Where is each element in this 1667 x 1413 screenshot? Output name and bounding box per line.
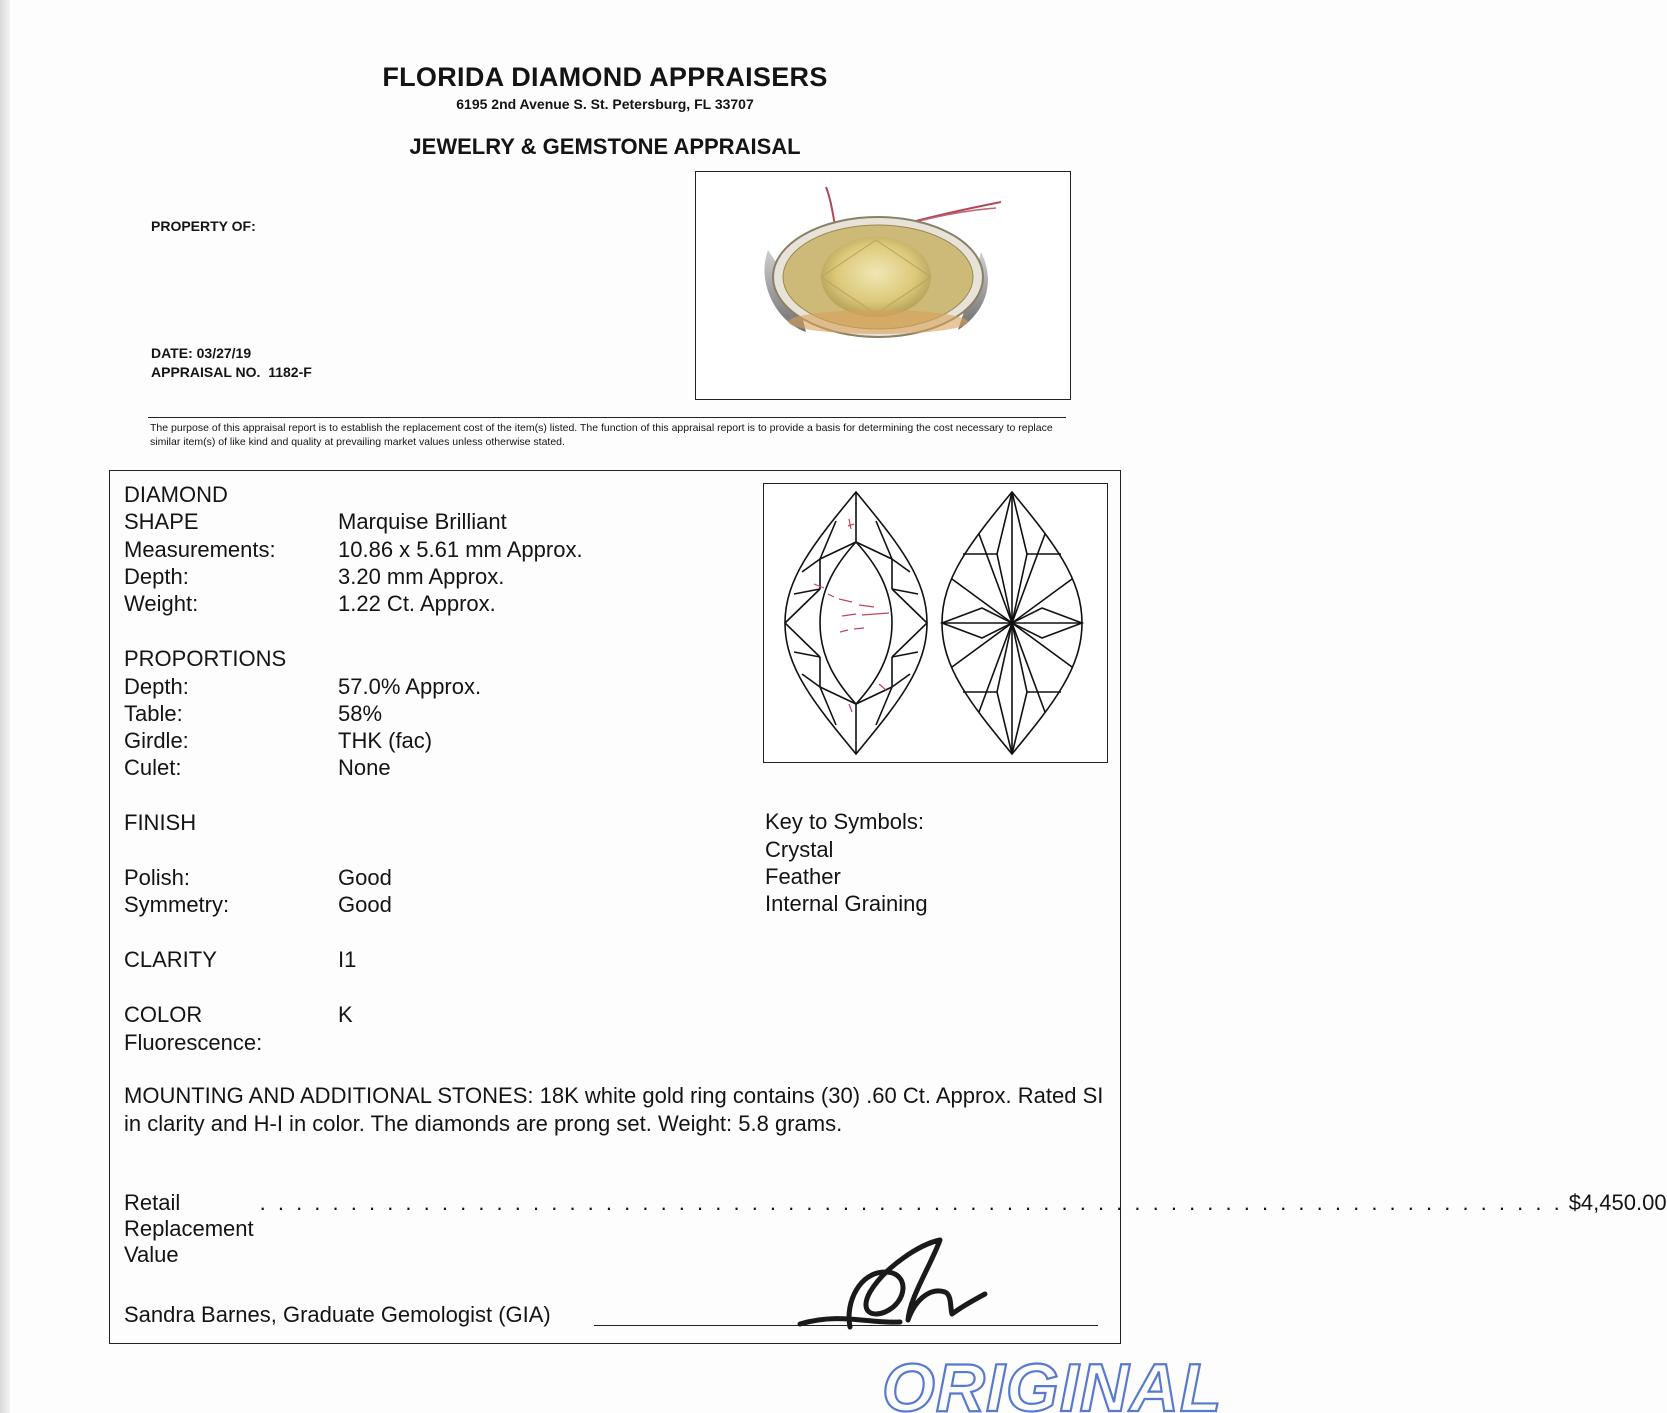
diamond-depth-label: Depth: (124, 564, 189, 589)
property-of-label: PROPERTY OF: (151, 218, 256, 234)
purpose-statement: The purpose of this appraisal report is to establish the replacement cost of the item(s) listed. The function of this appraisal report is to provide a basis for determining the cost necessary to replace similar item(s) of like kind and quality at prevailing market values unless otherwise stated. (150, 422, 1053, 448)
ring-image (696, 172, 1070, 399)
appraisal-number-label: APPRAISAL NO. (151, 364, 261, 380)
symmetry-label: Symmetry: (124, 892, 230, 917)
marquise-diagram (764, 484, 1107, 762)
scan-edge (0, 0, 10, 1413)
mounting-description: MOUNTING AND ADDITIONAL STONES: 18K white gold ring contains (30) .60 Ct. Approx. Rated SI in clarity and H-I in color. The diamonds are prong set. Weight: 5.8 grams. (124, 1083, 1104, 1136)
proportions-heading: PROPORTIONS (124, 646, 287, 671)
document-title: JEWELRY & GEMSTONE APPRAISAL (409, 134, 801, 159)
girdle-label: Girdle: (124, 728, 189, 753)
fluorescence-label: Fluorescence: (124, 1030, 263, 1055)
finish-heading: FINISH (124, 810, 197, 835)
weight-label: Weight: (124, 591, 199, 616)
diamond-depth-value: 3.20 mm Approx. (338, 564, 505, 589)
table-label: Table: (124, 701, 183, 726)
proportion-depth-value: 57.0% Approx. (338, 674, 482, 699)
weight-value: 1.22 Ct. Approx. (338, 591, 496, 616)
culet-label: Culet: (124, 755, 182, 780)
table-value: 58% (338, 701, 383, 726)
shape-value: Marquise Brilliant (338, 509, 507, 534)
retail-replacement-value-row (124, 1190, 1667, 1267)
header-divider (148, 417, 1066, 418)
retail-value-label: Retail Replacement Value (124, 1190, 254, 1267)
symmetry-value: Good (338, 892, 392, 917)
measurements-value: 10.86 x 5.61 mm Approx. (338, 537, 583, 562)
clarity-value: I1 (338, 947, 357, 972)
stamp-text: ORIGINAL (882, 1350, 1223, 1413)
key-item-feather: Feather (765, 864, 841, 889)
company-name: FLORIDA DIAMOND APPRAISERS (382, 62, 828, 92)
clarity-label: CLARITY (124, 947, 217, 972)
diamond-heading: DIAMOND (124, 482, 228, 507)
polish-label: Polish: (124, 865, 191, 890)
color-value: K (338, 1002, 353, 1027)
original-stamp (880, 1345, 1223, 1413)
handwritten-signature (790, 1232, 990, 1342)
leader-dots: . . . . . . . . . . . . . . . . . . . . . . . . . . . . . . . . . . . . . . . . . . . . . . . . . . . . . . . . . . . . . . . . . . . . . . . . (259, 1190, 1563, 1215)
appraisal-number-line (151, 364, 312, 380)
shape-label: SHAPE (124, 509, 199, 534)
clarity-plot-diagram (763, 483, 1108, 763)
company-address: 6195 2nd Avenue S. St. Petersburg, FL 33707 (456, 96, 754, 112)
retail-value-amount: $4,450.00 (1568, 1190, 1667, 1215)
key-item-crystal: Crystal (765, 837, 834, 862)
appraisal-number-value: 1182-F (268, 364, 312, 380)
proportion-depth-label: Depth: (124, 674, 189, 699)
key-to-symbols-heading: Key to Symbols: (765, 809, 924, 834)
culet-value: None (338, 755, 391, 780)
measurements-label: Measurements: (124, 537, 276, 562)
ring-photo (695, 171, 1071, 400)
key-item-internal-graining: Internal Graining (765, 891, 928, 916)
crown-table (820, 542, 892, 704)
color-label: COLOR (124, 1002, 203, 1027)
polish-value: Good (338, 865, 392, 890)
girdle-value: THK (fac) (338, 728, 433, 753)
date-line (151, 345, 251, 361)
signatory-name: Sandra Barnes, Graduate Gemologist (GIA) (124, 1302, 551, 1327)
date-value: 03/27/19 (196, 345, 252, 361)
date-label: DATE: (151, 345, 193, 361)
